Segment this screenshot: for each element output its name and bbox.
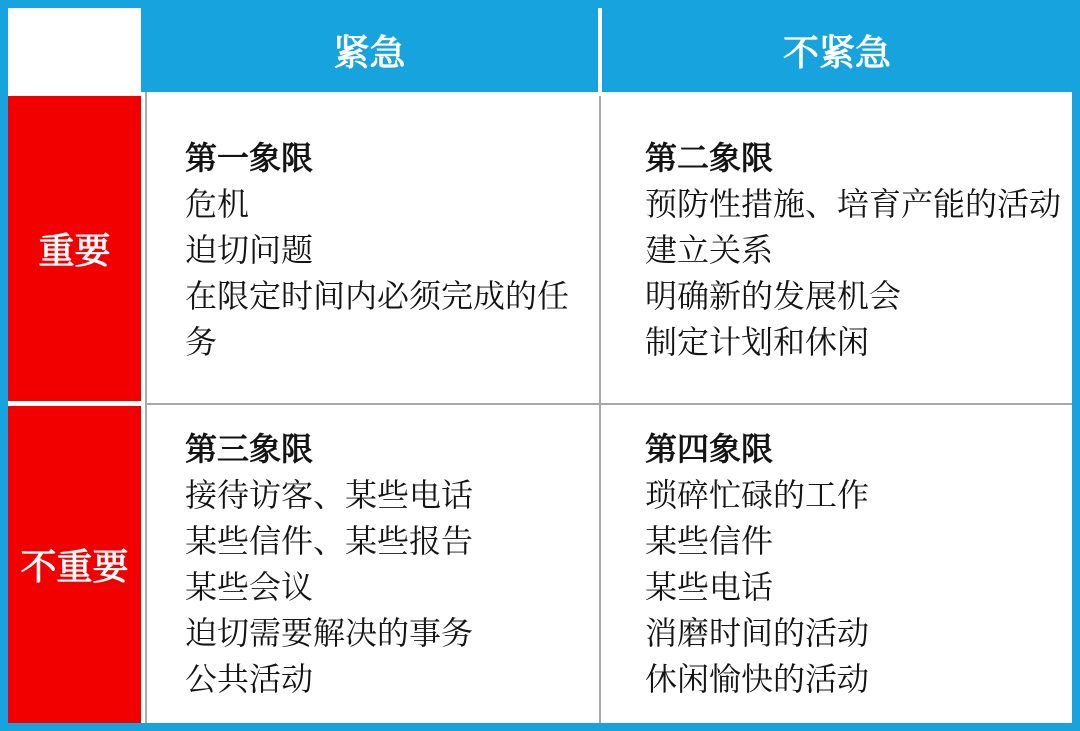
row-header-important [8,96,141,401]
quadrant-2-item: 预防性措施、培育产能的活动 [645,185,1062,222]
quadrant-1-cell [147,96,599,403]
quadrant-3-item: 迫切需要解决的事务 [185,615,474,651]
corner-empty-cell [8,8,141,92]
row-header-not-important [8,406,141,723]
quadrant-3-item: 接待访客、某些电话 [185,477,474,513]
quadrant-4-item: 某些信件 [645,523,774,559]
column-header-urgent [141,8,598,92]
quadrant-4-cell [601,405,1072,723]
quadrant-1-item: 迫切问题 [185,231,314,268]
quadrant-4-item: 休闲愉快的活动 [645,661,870,697]
quadrant-3-item: 某些会议 [185,569,314,605]
quadrant-1-item: 危机 [185,185,250,222]
quadrant-3-item: 某些信件、某些报告 [185,523,474,559]
quadrant-3-item: 公共活动 [185,661,314,697]
quadrant-4-item: 琐碎忙碌的工作 [645,477,870,513]
quadrant-4-title: 第四象限 [645,431,774,467]
quadrant-2-title: 第二象限 [645,139,774,176]
quadrant-2-item: 建立关系 [645,231,774,268]
quadrant-4-item: 消磨时间的活动 [645,615,870,651]
row-header-not-important-label: 不重要 [20,546,129,587]
row-header-important-label: 重要 [38,230,111,271]
column-header-urgent-label: 紧急 [333,31,406,73]
quadrant-2-item: 制定计划和休闲 [645,323,870,360]
quadrant-3-cell [147,405,599,723]
column-header-not-urgent-label: 不紧急 [782,31,891,73]
quadrant-1-title: 第一象限 [185,139,314,176]
quadrant-1-item: 在限定时间内必须完成的任务 [185,277,570,360]
quadrant-2-cell [601,96,1072,403]
quadrant-3-title: 第三象限 [185,431,314,467]
quadrant-4-item: 某些电话 [645,569,774,605]
quadrant-2-item: 明确新的发展机会 [645,277,902,314]
column-header-not-urgent [602,8,1072,92]
